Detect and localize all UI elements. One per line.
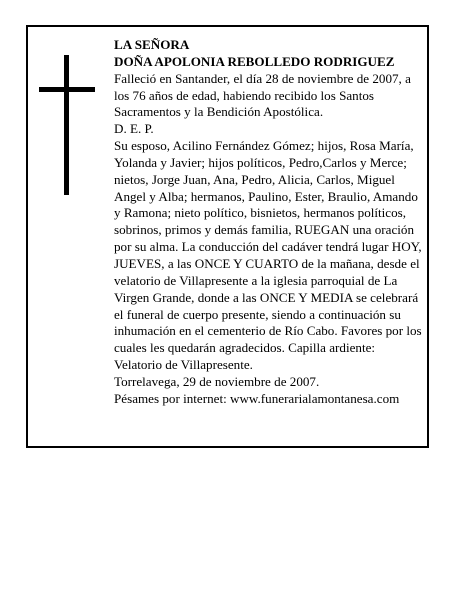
condolences-label: Pésames por internet: (114, 390, 227, 406)
deceased-name: DOÑA APOLONIA REBOLLEDO RODRIGUEZ (114, 53, 395, 69)
rip-text: D. E. P. (114, 121, 154, 137)
cross-icon-crossbar (39, 87, 95, 92)
obituary-text (114, 37, 426, 408)
death-notice: Falleció en Santander, el día 28 de noviembre de 2007, a los 76 años de edad, habiendo recibido los Santos Sacramentos y la Bendición Apostólica. (114, 70, 411, 120)
heading-title: LA SEÑORA (114, 37, 190, 52)
condolences-line (114, 391, 426, 408)
place-date: Torrelavega, 29 de noviembre de 2007. (114, 373, 320, 389)
condolences-url[interactable]: www.funerarialamontanesa.com (230, 390, 400, 406)
family-and-service-text: Su esposo, Acilino Fernández Gómez; hijos, Rosa María, Yolanda y Javier; hijos políticos, Pedro,Carlos y Merce; nietos, Jorge Juan, Ana, Pedro, Alicia, Carlos, Miguel Angel y Alba; hermanos, Paulino, Ester, Braulio, Amando y Ramona; nieto político, bisnietos, hermanos políticos, sobrinos, primos y demás familia, RUEGAN una oración por su alma. La conducción del cadáver tendrá lugar HOY, JUEVES, a las ONCE Y CUARTO de la mañana, desde el velatorio de Villapresente a la iglesia parroquial de La Virgen Grande, donde a las ONCE Y MEDIA se celebrará el funeral de cuerpo presente, siendo a continuación su inhumación en el cementerio de Río Cabo. Favores por los cuales les quedarán agradecidos. Capilla ardiente: Velatorio de Villapresente. (114, 138, 422, 373)
cross-icon (64, 55, 69, 195)
